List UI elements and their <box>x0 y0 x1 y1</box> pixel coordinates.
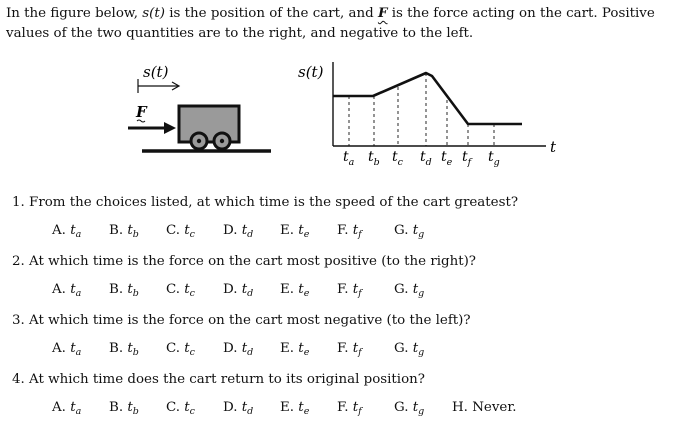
time-label-g: $t_g$ <box>488 149 500 168</box>
time-label-c: $t_c$ <box>392 149 403 168</box>
graph-x-label: t <box>550 138 557 156</box>
figure <box>0 0 686 180</box>
choice-a[interactable]: A. $t_a$ <box>52 282 82 299</box>
cart-axle-left <box>197 139 201 143</box>
choice-a[interactable]: A. $t_a$ <box>52 223 82 240</box>
cart-diagram <box>128 63 271 151</box>
answer-choices <box>32 398 517 418</box>
question-stem: 3. At which time is the force on the cart most negative (to the left)? <box>12 313 471 328</box>
cart-f-label: F <box>136 103 147 121</box>
intro-line-2: values of the two quantities are to the right, and negative to the left. <box>6 25 474 41</box>
choice-f[interactable]: F. $t_f$ <box>337 223 362 240</box>
choice-b[interactable]: B. $t_b$ <box>109 400 139 417</box>
choice-h[interactable]: H. Never. <box>452 400 517 415</box>
question-1 <box>12 193 518 241</box>
time-guides <box>349 73 494 146</box>
choice-b[interactable]: B. $t_b$ <box>109 223 139 240</box>
cart-axle-right <box>220 139 224 143</box>
question-stem: 4. At which time does the cart return to its original position? <box>12 372 425 387</box>
choice-c[interactable]: C. $t_c$ <box>166 223 195 240</box>
question-4 <box>12 370 517 418</box>
choice-f[interactable]: F. $t_f$ <box>337 400 362 417</box>
intro-f-symbol: F <box>377 5 388 21</box>
intro-mid: is the position of the cart, and <box>165 6 378 21</box>
question-stem: 2. At which time is the force on the cart most positive (to the right)? <box>12 254 476 269</box>
graph-y-label: s(t) <box>298 63 324 81</box>
intro-suffix: is the force acting on the cart. Positive <box>387 6 655 21</box>
choice-e[interactable]: E. $t_e$ <box>280 282 310 299</box>
choice-c[interactable]: C. $t_c$ <box>166 400 195 417</box>
time-label-e: $t_e$ <box>441 149 453 168</box>
force-arrowhead <box>164 122 176 134</box>
choice-e[interactable]: E. $t_e$ <box>280 400 310 417</box>
choice-d[interactable]: D. $t_d$ <box>223 341 254 358</box>
choice-b[interactable]: B. $t_b$ <box>109 282 139 299</box>
choice-c[interactable]: C. $t_c$ <box>166 341 195 358</box>
choice-g[interactable]: G. $t_g$ <box>394 282 425 299</box>
intro-prefix: In the figure below, <box>6 6 143 21</box>
choice-c[interactable]: C. $t_c$ <box>166 282 195 299</box>
time-label-a: $t_a$ <box>343 149 355 168</box>
question-3 <box>12 311 471 359</box>
question-stem: 1. From the choices listed, at which time is the speed of the cart greatest? <box>12 195 519 210</box>
choice-f[interactable]: F. $t_f$ <box>337 341 362 358</box>
answer-choices <box>32 339 471 359</box>
choice-a[interactable]: A. $t_a$ <box>52 341 82 358</box>
cart-s-label: s(t) <box>143 63 169 81</box>
choice-d[interactable]: D. $t_d$ <box>223 400 254 417</box>
time-labels <box>343 149 500 168</box>
choice-e[interactable]: E. $t_e$ <box>280 341 310 358</box>
choice-d[interactable]: D. $t_d$ <box>223 282 254 299</box>
answer-choices <box>32 221 518 241</box>
choice-f[interactable]: F. $t_f$ <box>337 282 362 299</box>
choice-g[interactable]: G. $t_g$ <box>394 341 425 358</box>
time-label-b: $t_b$ <box>368 149 380 168</box>
answer-choices <box>32 280 476 300</box>
position-graph <box>298 62 557 168</box>
time-label-d: $t_d$ <box>420 149 432 168</box>
choice-d[interactable]: D. $t_d$ <box>223 223 254 240</box>
choice-g[interactable]: G. $t_g$ <box>394 400 425 417</box>
choice-b[interactable]: B. $t_b$ <box>109 341 139 358</box>
time-label-f: $t_f$ <box>462 149 472 168</box>
question-2 <box>12 252 476 300</box>
choice-g[interactable]: G. $t_g$ <box>394 223 425 240</box>
position-curve <box>333 73 522 124</box>
choice-a[interactable]: A. $t_a$ <box>52 400 82 417</box>
intro-s-symbol: s(t) <box>142 6 165 21</box>
choice-e[interactable]: E. $t_e$ <box>280 223 310 240</box>
